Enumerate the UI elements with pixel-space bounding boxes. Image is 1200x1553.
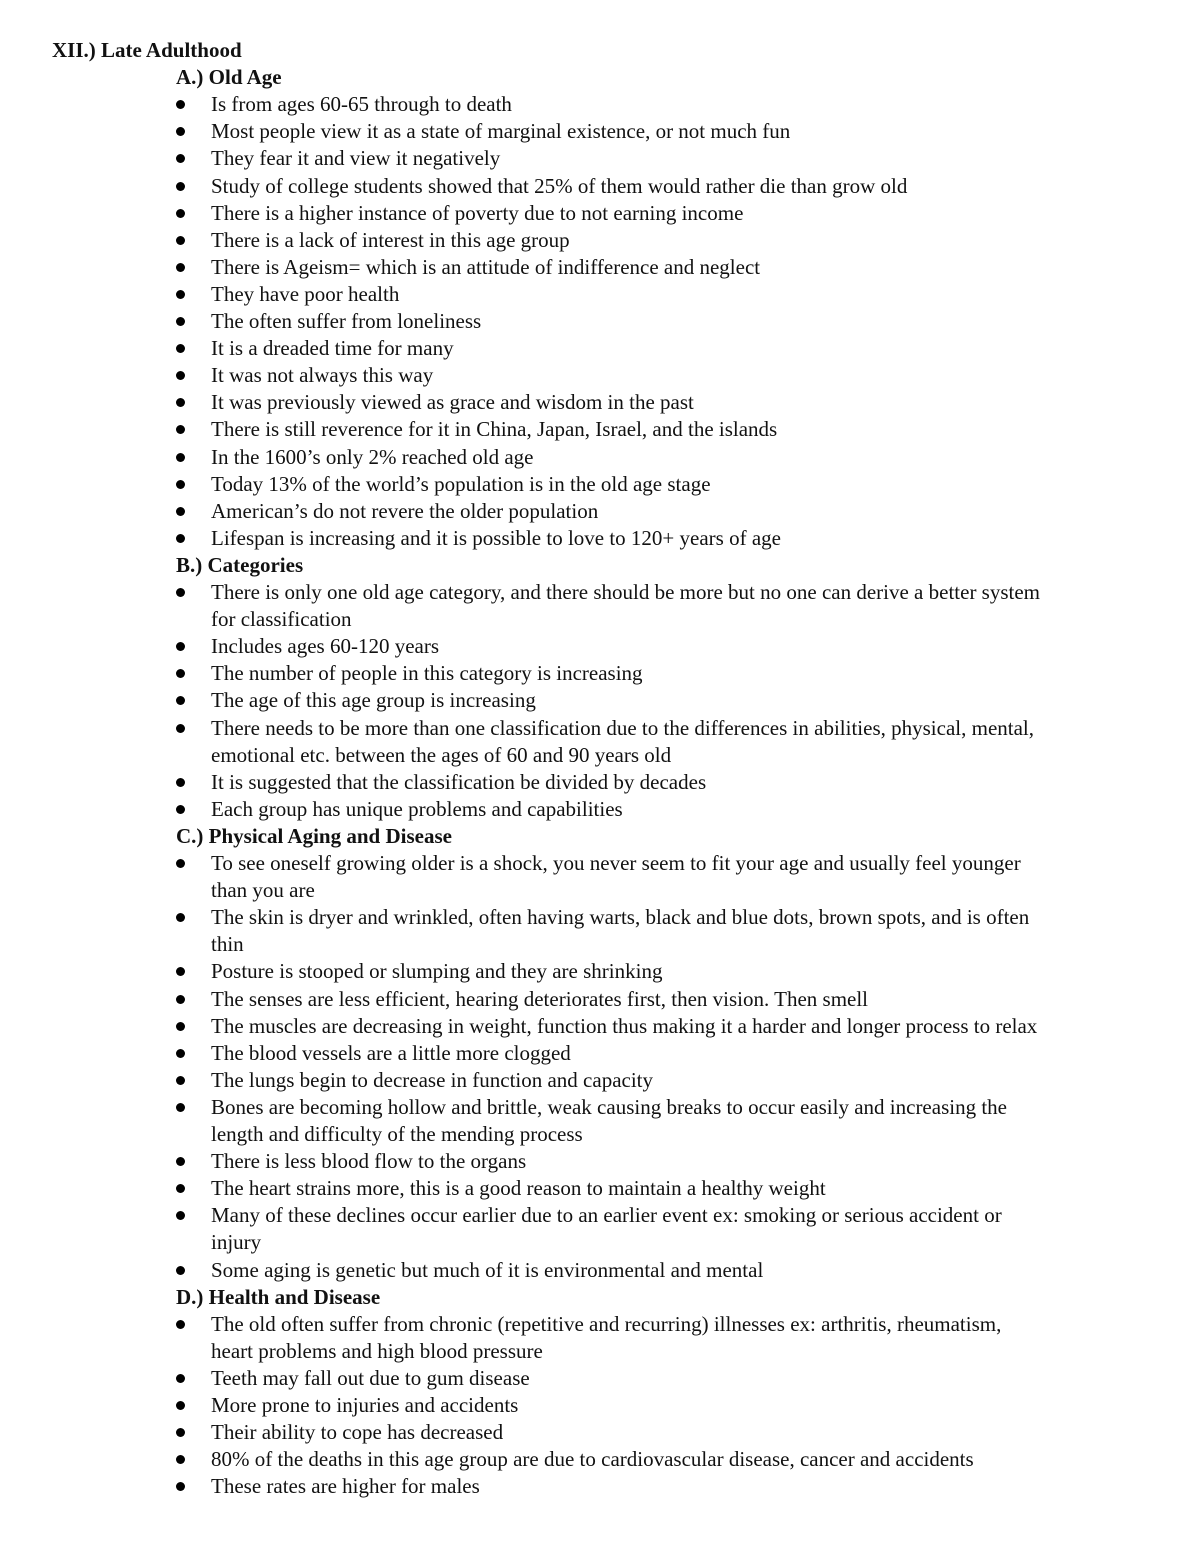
list-item bbox=[176, 525, 1156, 552]
document-title: XII.) Late Adulthood bbox=[52, 38, 242, 62]
list-item-text: It is a dreaded time for many bbox=[211, 336, 454, 361]
list-item-text: The often suffer from loneliness bbox=[211, 309, 482, 333]
list-item-text: It was previously viewed as grace and wisdom in the past bbox=[211, 390, 694, 415]
list-item bbox=[176, 118, 1156, 145]
list-item-text: The heart strains more, this is a good reason to maintain a healthy weight bbox=[211, 1176, 826, 1201]
list-item-text: Includes ages 60-120 years bbox=[211, 634, 440, 659]
list-item-text: In the 1600’s only 2% reached old age bbox=[211, 444, 534, 469]
bullet-icon bbox=[176, 1076, 185, 1085]
list-item-text: The blood vessels are a little more clogged bbox=[211, 1040, 571, 1065]
list-item-text: Lifespan is increasing and it is possible to love to 120+ years of age bbox=[211, 525, 781, 550]
list-item-text: There is a lack of interest in this age group bbox=[211, 227, 570, 252]
bullet-icon bbox=[176, 642, 185, 651]
list-item bbox=[176, 660, 1156, 687]
bullet-icon bbox=[176, 967, 185, 976]
bullet-icon bbox=[176, 1211, 185, 1220]
bullet-icon bbox=[176, 127, 185, 136]
list-item bbox=[176, 1365, 1156, 1392]
bullet-icon bbox=[176, 209, 185, 218]
list-item-text: injury bbox=[211, 1230, 262, 1255]
list-item-text: Most people view it as a state of marginal existence, or not much fun bbox=[211, 119, 791, 144]
list-item bbox=[176, 1202, 1156, 1256]
list-item-text: Study of college students showed that 25% of them would rather die than grow old bbox=[211, 173, 908, 198]
list-item-text: The age of this age group is increasing bbox=[211, 688, 536, 713]
bullet-icon bbox=[176, 453, 185, 462]
bullet-icon bbox=[176, 1374, 185, 1383]
bullet-icon bbox=[176, 100, 185, 109]
list-item bbox=[176, 1094, 1156, 1148]
bullet-icon bbox=[176, 696, 185, 705]
list-item-text: There is still reverence for it in China, Japan, Israel, and the islands bbox=[211, 417, 778, 442]
list-item bbox=[176, 1175, 1156, 1202]
list-item-text: Today 13% of the world’s population is in the old age stage bbox=[211, 471, 711, 496]
section-heading: A.) Old Age bbox=[176, 65, 282, 90]
list-item-text: To see oneself growing older is a shock, you never seem to fit your age and usually feel younger bbox=[211, 851, 1021, 875]
list-item-text: There needs to be more than one classification due to the differences in abilities, physical, mental, bbox=[211, 715, 1034, 740]
list-item bbox=[176, 335, 1156, 362]
list-item-text: Some aging is genetic but much of it is environmental and mental bbox=[211, 1257, 764, 1282]
bullet-icon bbox=[176, 913, 185, 922]
list-item bbox=[176, 1311, 1156, 1365]
list-item-text: There is only one old age category, and there should be more but no one can derive a better system bbox=[211, 580, 1041, 604]
bullet-icon bbox=[176, 1157, 185, 1166]
list-item-text: Many of these declines occur earlier due to an earlier event ex: smoking or serious accident or bbox=[211, 1203, 1002, 1228]
list-item-text: length and difficulty of the mending process bbox=[211, 1121, 583, 1146]
list-item-text: than you are bbox=[211, 878, 315, 902]
section-heading: B.) Categories bbox=[176, 552, 304, 577]
bullet-icon bbox=[176, 154, 185, 163]
list-item bbox=[176, 200, 1156, 227]
list-item bbox=[176, 362, 1156, 389]
list-item bbox=[176, 1419, 1156, 1446]
list-item-text: They fear it and view it negatively bbox=[211, 146, 501, 171]
list-item-text: Their ability to cope has decreased bbox=[211, 1420, 504, 1445]
bullet-icon bbox=[176, 1320, 185, 1329]
list-item bbox=[176, 254, 1156, 281]
list-item bbox=[176, 796, 1156, 823]
list-item bbox=[176, 579, 1156, 633]
bullet-icon bbox=[176, 425, 185, 434]
list-item-text: American’s do not revere the older population bbox=[211, 498, 599, 523]
bullet-icon bbox=[176, 859, 185, 868]
bullet-icon bbox=[176, 778, 185, 787]
bullet-icon bbox=[176, 236, 185, 245]
bullet-icon bbox=[176, 1455, 185, 1464]
list-item bbox=[176, 308, 1156, 335]
list-item bbox=[176, 687, 1156, 714]
list-item-text: thin bbox=[211, 932, 244, 957]
bullet-icon bbox=[176, 371, 185, 380]
bullet-icon bbox=[176, 1266, 185, 1275]
list-item bbox=[176, 227, 1156, 254]
bullet-icon bbox=[176, 344, 185, 353]
list-item bbox=[176, 444, 1156, 471]
list-item-text: Teeth may fall out due to gum disease bbox=[211, 1365, 530, 1390]
list-item-text: They have poor health bbox=[211, 281, 400, 306]
list-item-text: There is Ageism= which is an attitude of indifference and neglect bbox=[211, 254, 761, 279]
list-item-text: 80% of the deaths in this age group are due to cardiovascular disease, cancer and accidents bbox=[211, 1447, 974, 1472]
list-item-text: These rates are higher for males bbox=[211, 1474, 480, 1499]
bullet-icon bbox=[176, 1401, 185, 1410]
list-item-text: It was not always this way bbox=[211, 363, 434, 388]
section-heading: C.) Physical Aging and Disease bbox=[176, 823, 452, 848]
list-item bbox=[176, 498, 1156, 525]
bullet-icon bbox=[176, 669, 185, 678]
bullet-icon bbox=[176, 1184, 185, 1193]
list-item-text: emotional etc. between the ages of 60 and 90 years old bbox=[211, 742, 672, 767]
list-item-text: The muscles are decreasing in weight, function thus making it a harder and longer process to relax bbox=[211, 1013, 1038, 1038]
bullet-icon bbox=[176, 1049, 185, 1058]
list-item bbox=[176, 1067, 1156, 1094]
list-item-text: Is from ages 60-65 through to death bbox=[211, 92, 512, 117]
list-item bbox=[176, 1040, 1156, 1067]
list-item bbox=[176, 715, 1156, 769]
bullet-icon bbox=[176, 480, 185, 489]
list-item bbox=[176, 904, 1156, 958]
list-item bbox=[176, 1446, 1156, 1473]
list-item bbox=[176, 389, 1156, 416]
list-item bbox=[176, 416, 1156, 443]
list-item-text: There is less blood flow to the organs bbox=[211, 1149, 527, 1174]
bullet-icon bbox=[176, 290, 185, 299]
list-item-text: for classification bbox=[211, 607, 352, 631]
bullet-icon bbox=[176, 1103, 185, 1112]
list-item bbox=[176, 1392, 1156, 1419]
list-item bbox=[176, 173, 1156, 200]
list-item bbox=[176, 850, 1156, 904]
bullet-icon bbox=[176, 588, 185, 597]
section-heading: D.) Health and Disease bbox=[176, 1284, 381, 1309]
bullet-icon bbox=[176, 182, 185, 191]
list-item bbox=[176, 145, 1156, 172]
list-item-text: The old often suffer from chronic (repetitive and recurring) illnesses ex: arthritis, rheumatism, bbox=[211, 1311, 1002, 1336]
list-item bbox=[176, 1013, 1156, 1040]
list-item-text: The number of people in this category is increasing bbox=[211, 661, 643, 686]
list-item bbox=[176, 986, 1156, 1013]
bullet-icon bbox=[176, 317, 185, 326]
list-item bbox=[176, 281, 1156, 308]
list-item bbox=[176, 1473, 1156, 1500]
bullet-icon bbox=[176, 995, 185, 1004]
bullet-icon bbox=[176, 724, 185, 733]
bullet-icon bbox=[176, 1482, 185, 1491]
list-item-text: heart problems and high blood pressure bbox=[211, 1338, 543, 1363]
list-item bbox=[176, 1148, 1156, 1175]
list-item-text: There is a higher instance of poverty due to not earning income bbox=[211, 200, 744, 225]
list-item bbox=[176, 1257, 1156, 1284]
bullet-icon bbox=[176, 1022, 185, 1031]
list-item bbox=[176, 471, 1156, 498]
list-item-text: It is suggested that the classification be divided by decades bbox=[211, 769, 707, 794]
list-item bbox=[176, 769, 1156, 796]
bullet-icon bbox=[176, 805, 185, 814]
bullet-icon bbox=[176, 507, 185, 516]
bullet-icon bbox=[176, 398, 185, 407]
list-item-text: The lungs begin to decrease in function and capacity bbox=[211, 1067, 654, 1092]
bullet-icon bbox=[176, 1428, 185, 1437]
list-item-text: The senses are less efficient, hearing deteriorates first, then vision. Then smell bbox=[211, 986, 869, 1011]
list-item-text: Bones are becoming hollow and brittle, weak causing breaks to occur easily and increasing the bbox=[211, 1094, 1007, 1119]
list-item-text: The skin is dryer and wrinkled, often having warts, black and blue dots, brown spots, and is often bbox=[211, 905, 1030, 930]
list-item bbox=[176, 633, 1156, 660]
list-item-text: Each group has unique problems and capabilities bbox=[211, 796, 623, 821]
list-item-text: More prone to injuries and accidents bbox=[211, 1393, 519, 1417]
bullet-icon bbox=[176, 534, 185, 543]
bullet-icon bbox=[176, 263, 185, 272]
list-item bbox=[176, 91, 1156, 118]
list-item bbox=[176, 958, 1156, 985]
list-item-text: Posture is stooped or slumping and they are shrinking bbox=[211, 959, 663, 984]
